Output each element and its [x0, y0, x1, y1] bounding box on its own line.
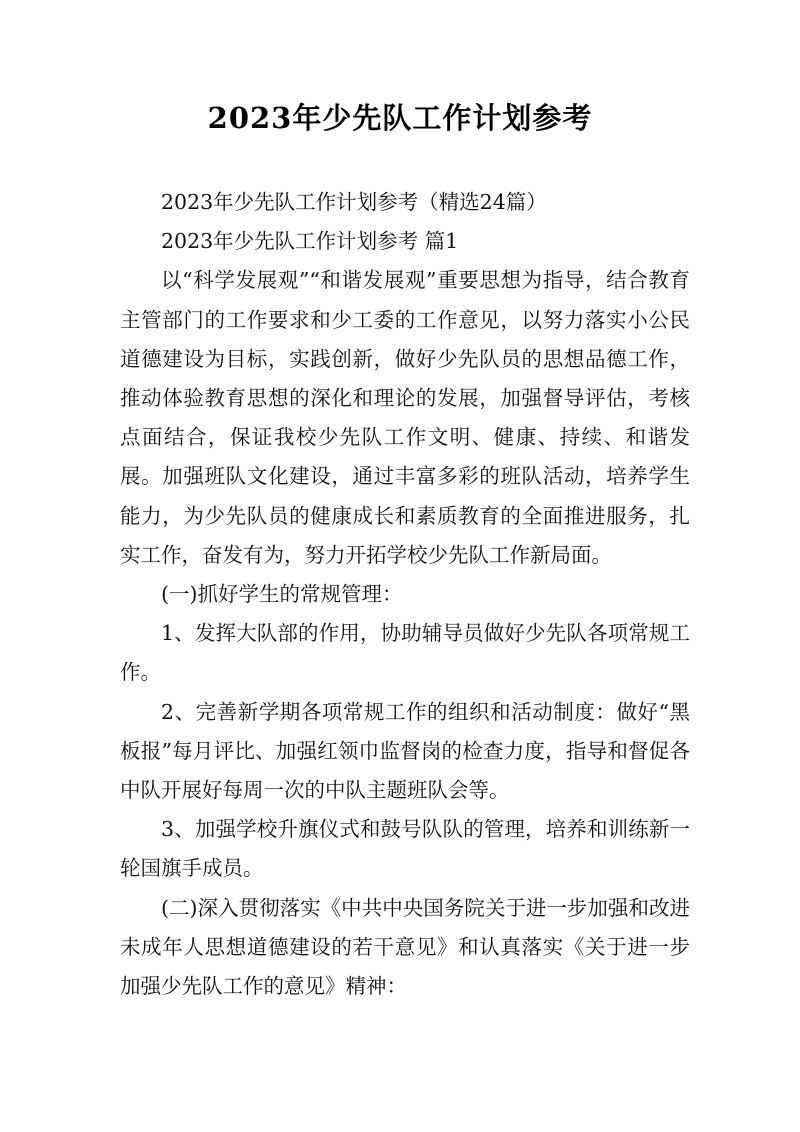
paragraph-item-3: 3、加强学校升旗仪式和鼓号队队的管理，培养和训练新一轮国旗手成员。 [120, 817, 690, 881]
paragraph-section-heading: 2023年少先队工作计划参考 篇1 [161, 229, 459, 254]
paragraph-item-heading-1: (一)抓好学生的常规管理： [161, 582, 403, 607]
paragraph-item-2: 2、完善新学期各项常规工作的组织和活动制度：做好“黑板报”每月评比、加强红领巾监督岗的检查力度，指导和督促各中队开展好每周一次的中队主题班队会等。 [120, 699, 690, 803]
paragraph-item-heading-2: (二)深入贯彻落实《中共中央国务院关于进一步加强和改进未成年人思想道德建设的若干意见》和认真落实《关于进一步加强少先队工作的意见》精神： [120, 895, 690, 999]
document-title: 2023年少先队工作计划参考 [207, 101, 593, 135]
paragraph-subtitle: 2023年少先队工作计划参考（精选24篇） [161, 190, 547, 214]
paragraph-intro: 以“科学发展观”“和谐发展观”重要思想为指导，结合教育主管部门的工作要求和少工委的工作意见，以努力落实小公民道德建设为目标，实践创新，做好少先队员的思想品德工作，推动体验教育思想的深化和理论的发展，加强督导评估，考核点面结合，保证我校少先队工作文明、健康、持续、和谐发展。加强班队文化建设，通过丰富多彩的班队活动，培养学生能力，为少先队员的健康成长和素质教育的全面推进服务，扎实工作，奋发有为，努力开拓学校少先队工作新局面。 [120, 268, 690, 567]
paragraph-item-1: 1、发挥大队部的作用，协助辅导员做好少先队各项常规工作。 [120, 621, 690, 685]
document-body [120, 183, 690, 1006]
